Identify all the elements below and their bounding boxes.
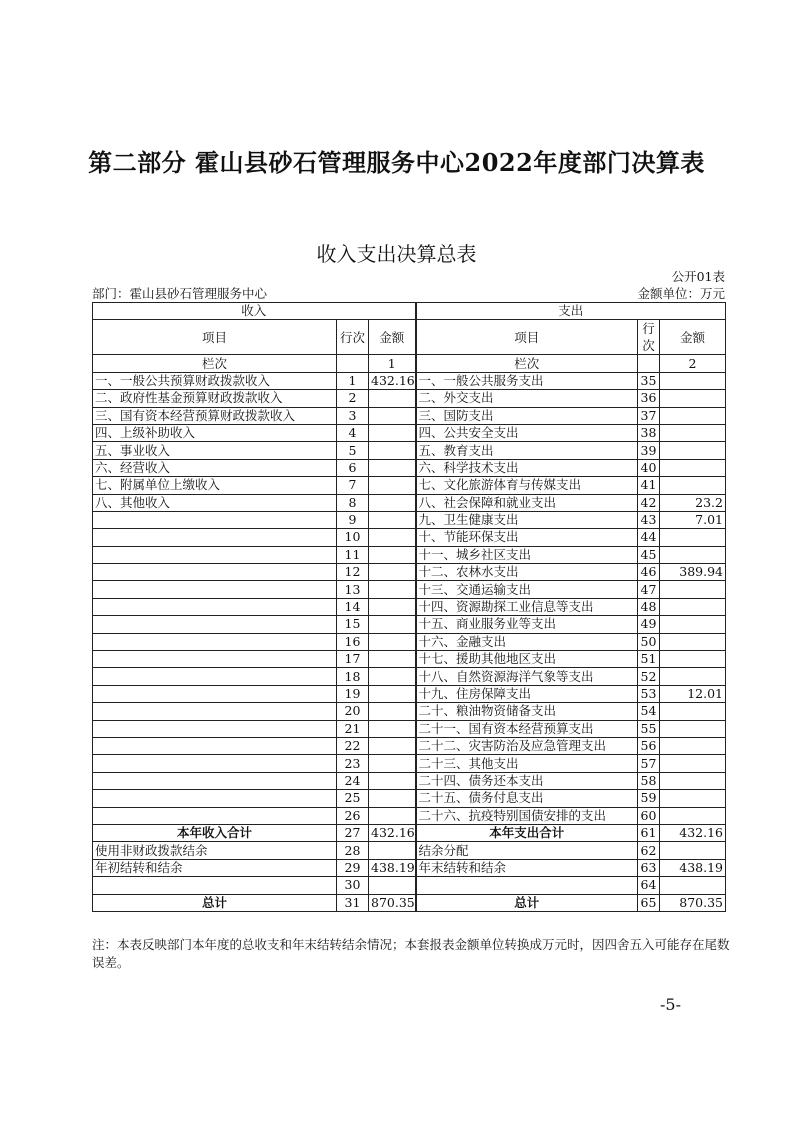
expense-amount-cell bbox=[660, 703, 726, 720]
expense-rowno-cell: 50 bbox=[638, 633, 660, 650]
expense-item-cell: 一、一般公共服务支出 bbox=[416, 372, 638, 389]
income-rowno-cell: 7 bbox=[337, 477, 369, 494]
income-amount-cell bbox=[369, 685, 416, 702]
expense-col-no: 2 bbox=[660, 355, 726, 372]
expense-amount-cell: 870.35 bbox=[660, 894, 726, 911]
expense-item-cell: 二十六、抗疫特别国债安排的支出 bbox=[416, 807, 638, 824]
table-row bbox=[93, 616, 726, 633]
expense-rowno-cell: 42 bbox=[638, 494, 660, 511]
table-row bbox=[93, 511, 726, 528]
department-label: 部门：霍山县砂石管理服务中心 bbox=[92, 286, 268, 301]
expense-amount-cell bbox=[660, 390, 726, 407]
income-amount-cell bbox=[369, 529, 416, 546]
expense-rowno-cell: 52 bbox=[638, 668, 660, 685]
footnote: 注：本表反映部门本年度的总收支和年末结转结余情况；本套报表金额单位转换成万元时，因四舍五入可能存在尾数误差。 bbox=[92, 937, 730, 970]
expense-rowno-cell: 60 bbox=[638, 807, 660, 824]
expense-rowno-cell: 36 bbox=[638, 390, 660, 407]
expense-amount-cell: 389.94 bbox=[660, 564, 726, 581]
table-row bbox=[93, 772, 726, 789]
income-rowno-cell: 2 bbox=[337, 390, 369, 407]
income-rowno-cell: 25 bbox=[337, 790, 369, 807]
table-row bbox=[93, 598, 726, 615]
expense-item-cell: 十、节能环保支出 bbox=[416, 529, 638, 546]
expense-amount-cell: 7.01 bbox=[660, 511, 726, 528]
expense-rowno-cell: 61 bbox=[638, 824, 660, 841]
table-row bbox=[93, 407, 726, 424]
income-item-cell bbox=[93, 529, 337, 546]
total-row bbox=[93, 894, 726, 911]
expense-rowno-cell: 40 bbox=[638, 459, 660, 476]
header-row-sections bbox=[93, 303, 726, 320]
table-title: 收入支出决算总表 bbox=[316, 242, 477, 266]
expense-rowno-cell: 64 bbox=[638, 877, 660, 894]
income-col-no: 1 bbox=[369, 355, 416, 372]
expense-item-cell: 五、教育支出 bbox=[416, 442, 638, 459]
expense-item-cell: 二十五、债务付息支出 bbox=[416, 790, 638, 807]
table-row bbox=[93, 737, 726, 754]
income-item-cell bbox=[93, 668, 337, 685]
income-section-header: 收入 bbox=[93, 303, 416, 320]
table-row bbox=[93, 546, 726, 563]
income-item-cell bbox=[93, 807, 337, 824]
income-rowno-cell: 16 bbox=[337, 633, 369, 650]
expense-amount-cell bbox=[660, 598, 726, 615]
expense-amount-cell bbox=[660, 807, 726, 824]
expense-rowno-cell: 57 bbox=[638, 755, 660, 772]
expense-amount-header: 金额 bbox=[660, 320, 726, 355]
income-rowno-cell: 15 bbox=[337, 616, 369, 633]
header-row-columns bbox=[93, 320, 726, 355]
income-rowno-cell: 10 bbox=[337, 529, 369, 546]
expense-amount-cell: 12.01 bbox=[660, 685, 726, 702]
expense-item-cell: 十一、城乡社区支出 bbox=[416, 546, 638, 563]
expense-amount-cell bbox=[660, 772, 726, 789]
expense-section-header: 支出 bbox=[416, 303, 726, 320]
income-rowno-cell: 6 bbox=[337, 459, 369, 476]
income-rowno-cell: 5 bbox=[337, 442, 369, 459]
expense-rowno-cell: 55 bbox=[638, 720, 660, 737]
expense-amount-cell bbox=[660, 529, 726, 546]
expense-rowno-cell: 43 bbox=[638, 511, 660, 528]
expense-rowno-header: 行 次 bbox=[638, 320, 660, 355]
expense-item-cell: 十四、资源勘探工业信息等支出 bbox=[416, 598, 638, 615]
income-item-cell bbox=[93, 564, 337, 581]
income-rowno-cell: 19 bbox=[337, 685, 369, 702]
expense-item-cell: 年末结转和结余 bbox=[416, 859, 638, 876]
expense-rowno-cell: 53 bbox=[638, 685, 660, 702]
expense-item-cell: 八、社会保障和就业支出 bbox=[416, 494, 638, 511]
income-amount-cell bbox=[369, 546, 416, 563]
table-row bbox=[93, 859, 726, 876]
table-row bbox=[93, 807, 726, 824]
income-item-cell: 五、事业收入 bbox=[93, 442, 337, 459]
form-number: 公开01表 bbox=[671, 269, 725, 284]
expense-rowno-cell: 38 bbox=[638, 424, 660, 441]
expense-item-cell: 三、国防支出 bbox=[416, 407, 638, 424]
expense-col-blank bbox=[638, 355, 660, 372]
income-amount-cell: 432.16 bbox=[369, 824, 416, 841]
expense-item-cell: 二十一、国有资本经营预算支出 bbox=[416, 720, 638, 737]
income-rowno-cell: 21 bbox=[337, 720, 369, 737]
expense-rowno-cell: 48 bbox=[638, 598, 660, 615]
table-row bbox=[93, 685, 726, 702]
table-row bbox=[93, 755, 726, 772]
page-title: 第二部分 霍山县砂石管理服务中心2022年度部门决算表 bbox=[88, 148, 705, 177]
expense-amount-cell bbox=[660, 581, 726, 598]
expense-rowno-cell: 63 bbox=[638, 859, 660, 876]
expense-rowno-cell: 45 bbox=[638, 546, 660, 563]
expense-item-cell: 结余分配 bbox=[416, 842, 638, 859]
income-rowno-cell: 3 bbox=[337, 407, 369, 424]
expense-amount-cell bbox=[660, 842, 726, 859]
income-amount-cell bbox=[369, 616, 416, 633]
income-rowno-cell: 4 bbox=[337, 424, 369, 441]
income-amount-cell bbox=[369, 477, 416, 494]
expense-item-cell: 本年支出合计 bbox=[416, 824, 638, 841]
expense-rowno-cell: 41 bbox=[638, 477, 660, 494]
income-amount-cell: 870.35 bbox=[369, 894, 416, 911]
table-row bbox=[93, 372, 726, 389]
income-item-cell bbox=[93, 720, 337, 737]
expense-amount-cell bbox=[660, 877, 726, 894]
income-amount-cell bbox=[369, 790, 416, 807]
expense-amount-cell bbox=[660, 737, 726, 754]
income-amount-cell: 432.16 bbox=[369, 372, 416, 389]
expense-rowno-cell: 39 bbox=[638, 442, 660, 459]
income-item-cell bbox=[93, 877, 337, 894]
expense-rowno-cell: 62 bbox=[638, 842, 660, 859]
expense-item-cell: 十六、金融支出 bbox=[416, 633, 638, 650]
income-rowno-cell: 29 bbox=[337, 859, 369, 876]
income-amount-cell bbox=[369, 442, 416, 459]
income-item-cell bbox=[93, 685, 337, 702]
table-row bbox=[93, 668, 726, 685]
income-rowno-cell: 22 bbox=[337, 737, 369, 754]
column-index-row bbox=[93, 355, 726, 372]
income-item-cell bbox=[93, 772, 337, 789]
income-item-cell bbox=[93, 598, 337, 615]
income-item-cell: 七、附属单位上缴收入 bbox=[93, 477, 337, 494]
income-item-cell: 总计 bbox=[93, 894, 337, 911]
expense-item-cell: 二十二、灾害防治及应急管理支出 bbox=[416, 737, 638, 754]
table-row bbox=[93, 842, 726, 859]
income-item-cell bbox=[93, 651, 337, 668]
income-amount-cell bbox=[369, 511, 416, 528]
income-rowno-cell: 23 bbox=[337, 755, 369, 772]
expense-item-cell: 十五、商业服务业等支出 bbox=[416, 616, 638, 633]
income-item-cell: 六、经营收入 bbox=[93, 459, 337, 476]
income-amount-cell bbox=[369, 877, 416, 894]
income-col-blank bbox=[337, 355, 369, 372]
income-rowno-cell: 31 bbox=[337, 894, 369, 911]
table-row bbox=[93, 790, 726, 807]
table-row bbox=[93, 651, 726, 668]
income-rowno-cell: 14 bbox=[337, 598, 369, 615]
income-item-cell: 四、上级补助收入 bbox=[93, 424, 337, 441]
income-amount-cell: 438.19 bbox=[369, 859, 416, 876]
income-item-cell bbox=[93, 633, 337, 650]
expense-item-cell: 十八、自然资源海洋气象等支出 bbox=[416, 668, 638, 685]
income-item-header: 项目 bbox=[93, 320, 337, 355]
income-item-cell: 八、其他收入 bbox=[93, 494, 337, 511]
income-amount-cell bbox=[369, 581, 416, 598]
income-item-cell bbox=[93, 790, 337, 807]
table-row bbox=[93, 633, 726, 650]
table-row bbox=[93, 459, 726, 476]
table-row bbox=[93, 703, 726, 720]
expense-col-label: 栏次 bbox=[416, 355, 638, 372]
expense-item-cell: 四、公共安全支出 bbox=[416, 424, 638, 441]
income-rowno-cell: 28 bbox=[337, 842, 369, 859]
income-rowno-header: 行次 bbox=[337, 320, 369, 355]
expense-amount-cell bbox=[660, 720, 726, 737]
table-row bbox=[93, 581, 726, 598]
expense-item-cell: 十二、农林水支出 bbox=[416, 564, 638, 581]
income-item-cell bbox=[93, 581, 337, 598]
expense-amount-cell: 432.16 bbox=[660, 824, 726, 841]
income-amount-cell bbox=[369, 737, 416, 754]
table-row bbox=[93, 442, 726, 459]
income-amount-cell bbox=[369, 598, 416, 615]
expense-item-cell: 七、文化旅游体育与传媒支出 bbox=[416, 477, 638, 494]
expense-item-cell: 九、卫生健康支出 bbox=[416, 511, 638, 528]
expense-item-cell: 十三、交通运输支出 bbox=[416, 581, 638, 598]
expense-item-cell: 二十四、债务还本支出 bbox=[416, 772, 638, 789]
income-rowno-cell: 27 bbox=[337, 824, 369, 841]
expense-amount-cell: 438.19 bbox=[660, 859, 726, 876]
income-item-cell: 二、政府性基金预算财政拨款收入 bbox=[93, 390, 337, 407]
income-item-cell bbox=[93, 703, 337, 720]
income-rowno-cell: 9 bbox=[337, 511, 369, 528]
expense-item-cell: 六、科学技术支出 bbox=[416, 459, 638, 476]
income-rowno-cell: 30 bbox=[337, 877, 369, 894]
income-amount-cell bbox=[369, 772, 416, 789]
income-rowno-cell: 8 bbox=[337, 494, 369, 511]
expense-item-cell: 二、外交支出 bbox=[416, 390, 638, 407]
income-amount-cell bbox=[369, 720, 416, 737]
table-row bbox=[93, 494, 726, 511]
page-number: -5- bbox=[660, 995, 681, 1014]
income-amount-cell bbox=[369, 807, 416, 824]
income-col-label: 栏次 bbox=[93, 355, 337, 372]
expense-amount-cell bbox=[660, 633, 726, 650]
income-rowno-cell: 18 bbox=[337, 668, 369, 685]
expense-amount-cell bbox=[660, 477, 726, 494]
income-amount-cell bbox=[369, 390, 416, 407]
income-amount-cell bbox=[369, 494, 416, 511]
income-rowno-cell: 20 bbox=[337, 703, 369, 720]
expense-amount-cell bbox=[660, 668, 726, 685]
table-row bbox=[93, 390, 726, 407]
expense-rowno-cell: 44 bbox=[638, 529, 660, 546]
expense-item-cell: 十七、援助其他地区支出 bbox=[416, 651, 638, 668]
income-rowno-cell: 13 bbox=[337, 581, 369, 598]
expense-amount-cell bbox=[660, 407, 726, 424]
expense-item-cell: 十九、住房保障支出 bbox=[416, 685, 638, 702]
expense-amount-cell bbox=[660, 546, 726, 563]
expense-rowno-cell: 58 bbox=[638, 772, 660, 789]
expense-rowno-cell: 49 bbox=[638, 616, 660, 633]
income-item-cell bbox=[93, 616, 337, 633]
expense-rowno-cell: 65 bbox=[638, 894, 660, 911]
income-rowno-cell: 12 bbox=[337, 564, 369, 581]
table-row bbox=[93, 477, 726, 494]
expense-amount-cell bbox=[660, 372, 726, 389]
income-amount-cell bbox=[369, 755, 416, 772]
expense-rowno-cell: 47 bbox=[638, 581, 660, 598]
income-amount-cell bbox=[369, 668, 416, 685]
expense-item-cell: 二十、粮油物资储备支出 bbox=[416, 703, 638, 720]
expense-rowno-cell: 46 bbox=[638, 564, 660, 581]
income-amount-cell bbox=[369, 424, 416, 441]
income-amount-cell bbox=[369, 407, 416, 424]
subtotal-row bbox=[93, 824, 726, 841]
expense-amount-cell bbox=[660, 616, 726, 633]
income-amount-cell bbox=[369, 459, 416, 476]
expense-item-cell: 总计 bbox=[416, 894, 638, 911]
income-item-cell bbox=[93, 546, 337, 563]
expense-rowno-cell: 56 bbox=[638, 737, 660, 754]
table-row bbox=[93, 564, 726, 581]
expense-amount-cell bbox=[660, 442, 726, 459]
unit-label: 金额单位：万元 bbox=[637, 286, 725, 301]
income-amount-header: 金额 bbox=[369, 320, 416, 355]
table-row bbox=[93, 720, 726, 737]
expense-amount-cell: 23.2 bbox=[660, 494, 726, 511]
income-item-cell bbox=[93, 511, 337, 528]
expense-rowno-cell: 37 bbox=[638, 407, 660, 424]
expense-rowno-cell: 54 bbox=[638, 703, 660, 720]
table-row bbox=[93, 529, 726, 546]
income-item-cell bbox=[93, 755, 337, 772]
income-rowno-cell: 17 bbox=[337, 651, 369, 668]
income-item-cell: 三、国有资本经营预算财政拨款收入 bbox=[93, 407, 337, 424]
income-item-cell: 年初结转和结余 bbox=[93, 859, 337, 876]
expense-item-header: 项目 bbox=[416, 320, 638, 355]
income-rowno-cell: 11 bbox=[337, 546, 369, 563]
expense-amount-cell bbox=[660, 424, 726, 441]
income-amount-cell bbox=[369, 703, 416, 720]
expense-rowno-cell: 59 bbox=[638, 790, 660, 807]
expense-rowno-cell: 35 bbox=[638, 372, 660, 389]
expense-item-cell: 二十三、其他支出 bbox=[416, 755, 638, 772]
table-row bbox=[93, 877, 726, 894]
expense-rowno-cell: 51 bbox=[638, 651, 660, 668]
expense-amount-cell bbox=[660, 755, 726, 772]
income-item-cell: 使用非财政拨款结余 bbox=[93, 842, 337, 859]
income-expense-table bbox=[92, 302, 726, 912]
income-amount-cell bbox=[369, 842, 416, 859]
expense-amount-cell bbox=[660, 651, 726, 668]
income-amount-cell bbox=[369, 633, 416, 650]
income-item-cell bbox=[93, 737, 337, 754]
income-item-cell: 一、一般公共预算财政拨款收入 bbox=[93, 372, 337, 389]
expense-item-cell bbox=[416, 877, 638, 894]
income-amount-cell bbox=[369, 564, 416, 581]
income-amount-cell bbox=[369, 651, 416, 668]
expense-amount-cell bbox=[660, 459, 726, 476]
income-item-cell: 本年收入合计 bbox=[93, 824, 337, 841]
income-rowno-cell: 24 bbox=[337, 772, 369, 789]
income-rowno-cell: 26 bbox=[337, 807, 369, 824]
income-rowno-cell: 1 bbox=[337, 372, 369, 389]
table-row bbox=[93, 424, 726, 441]
expense-amount-cell bbox=[660, 790, 726, 807]
